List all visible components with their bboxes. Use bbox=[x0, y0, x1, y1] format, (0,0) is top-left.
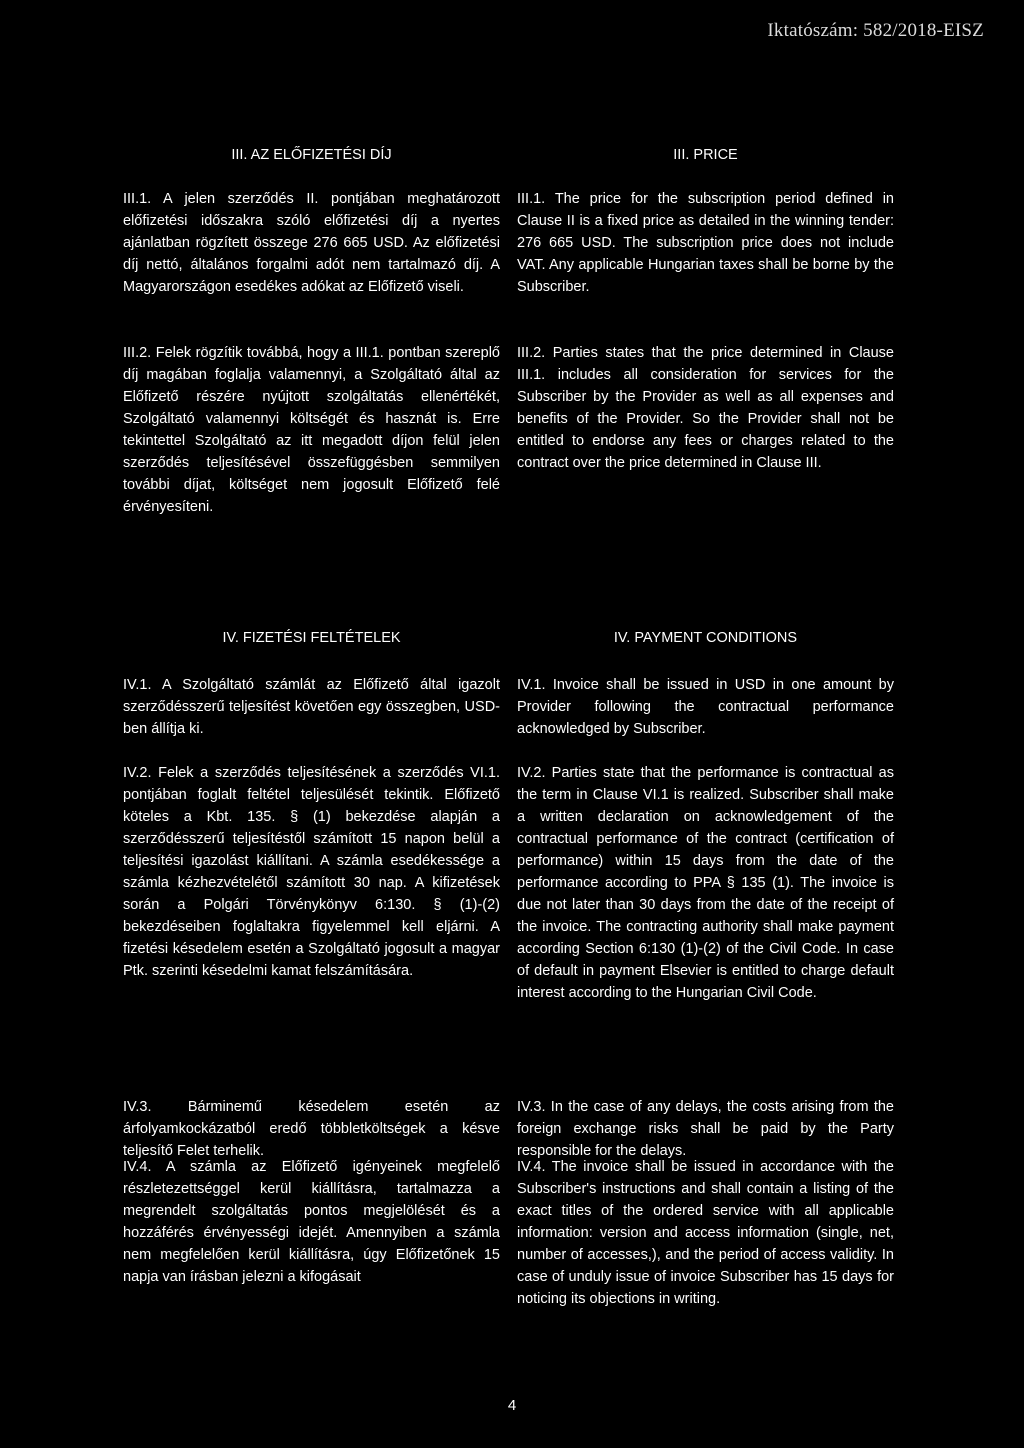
clause-3-2-hu: III.2. Felek rögzítik továbbá, hogy a III.1. pontban szereplő díj magában foglalja valamennyi, a Szolgáltató által az Előfizető részére nyújtott szolgáltatás ellenértékét, Szolgáltató valamennyi költségét és hasznát is. Erre tekintettel Szolgáltató az itt megadott díjon felül jelen szerződés teljesítésével összefüggésben semmilyen további díjat, költséget nem jogosult Előfizető felé érvényesíteni. bbox=[123, 345, 500, 515]
section-3-title-hu: III. AZ ELŐFIZETÉSI DÍJ bbox=[231, 147, 392, 163]
clause-3-1-en: III.1. The price for the subscription period defined in Clause II is a fixed price as detailed in the winning tender: 276 665 USD. The subscription price does not include VAT. Any applicable Hungarian taxes shall be borne by the Subscriber. bbox=[517, 191, 894, 295]
clause-4-3-hu: IV.3. Bárminemű késedelem esetén az árfolyamkockázatból eredő többletköltségek a késve teljesítő Felet terhelik. bbox=[123, 1099, 500, 1159]
registration-number: Iktatószám: 582/2018-EISZ bbox=[767, 20, 984, 41]
section-4-title-hu: IV. FIZETÉSI FELTÉTELEK bbox=[222, 630, 401, 646]
clause-4-3-en: IV.3. In the case of any delays, the costs arising from the foreign exchange risks shall be paid by the Party responsible for the delays. bbox=[517, 1099, 894, 1159]
clause-3-1-hu: III.1. A jelen szerződés II. pontjában meghatározott előfizetési időszakra szóló előfizetési díj a nyertes ajánlatban rögzített összege 276 665 USD. Az előfizetési díj nettó, általános forgalmi adót nem tartalmazó díj. A Magyarországon esedékes adókat az Előfizető viseli. bbox=[123, 191, 500, 295]
clause-4-4-hu: IV.4. A számla az Előfizető igényeinek megfelelő részletezettséggel kerül kiállításra, tartalmazza a megrendelt szolgáltatás pontos megjelölését és a hozzáférés érvényességi idejét. Amennyiben a számla nem megfelelően kerül kiállításra, úgy Előfizetőnek 15 napja van írásban jelezni a kifogásait bbox=[123, 1159, 500, 1285]
page-number: 4 bbox=[507, 1397, 517, 1414]
section-3-title-en: III. PRICE bbox=[673, 147, 738, 163]
clause-4-4-en: IV.4. The invoice shall be issued in accordance with the Subscriber's instructions and shall contain a listing of the exact titles of the ordered service with all applicable information: version and access information (single, net, number of accesses,), and the period of access validity. In case of unduly issue of invoice Subscriber has 15 days for noticing its objections in writing. bbox=[517, 1159, 894, 1307]
section-4-title-en: IV. PAYMENT CONDITIONS bbox=[613, 630, 798, 646]
clause-4-1-en: IV.1. Invoice shall be issued in USD in one amount by Provider following the contractual performance acknowledged by Subscriber. bbox=[517, 677, 894, 737]
clause-3-2-en: III.2. Parties states that the price determined in Clause III.1. includes all consideration for services for the Subscriber by the Provider as well as all expenses and benefits of the Provider. So the Provider shall not be entitled to endorse any fees or charges related to the contract over the price determined in Clause III. bbox=[517, 345, 894, 471]
clause-4-1-hu: IV.1. A Szolgáltató számlát az Előfizető által igazolt szerződésszerű teljesítést követően egy összegben, USD-ben állítja ki. bbox=[123, 677, 500, 737]
clause-4-2-hu: IV.2. Felek a szerződés teljesítésének a szerződés VI.1. pontjában foglalt feltétel teljesülését tekintik. Előfizető köteles a Kbt. 135. § (1) bekezdése alapján a szerződésszerű teljesítéstől számított 15 napon belül a teljesítési igazolást kiállítani. A számla esedékessége a számla kézhezvételétől számított 30 nap. A kifizetések során a Polgári Törvénykönyv 6:130. § (1)-(2) bekezdéseiben foglaltakra figyelemmel kell eljárni. A fizetési késedelem esetén a Szolgáltató jogosult a magyar Ptk. szerinti késedelmi kamat felszámítására. bbox=[123, 765, 500, 979]
clause-4-2-en: IV.2. Parties state that the performance is contractual as the term in Clause VI.1 is realized. Subscriber shall make a written declaration on acknowledgement of the contractual performance of the contract (certification of performance) within 15 days from the date of the performance according to PPA § 135 (1). The invoice is due not later than 30 days from the date of the receipt of the invoice. The contracting authority shall make payment according Section 6:130 (1)-(2) of the Civil Code. In case of default in payment Elsevier is entitled to charge default interest according to the Hungarian Civil Code. bbox=[517, 765, 894, 1001]
